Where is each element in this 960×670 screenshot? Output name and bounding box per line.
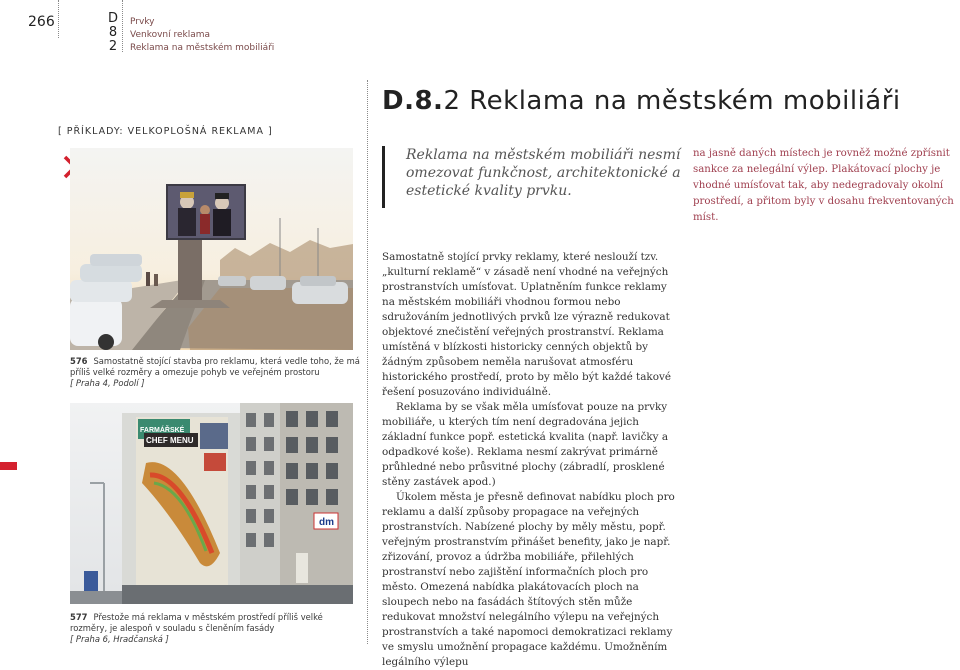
- body-text: [382, 250, 682, 670]
- figure-caption-577: [70, 612, 360, 645]
- photo-facade-hradcanska: [70, 403, 353, 604]
- figure-location: [ Praha 4, Podolí ]: [70, 378, 145, 388]
- intro-paragraph: na jasně daných místech je rovněž možné zpřísnit sankce za nelegální výlep. Plakátovací plochy je vhodné umísťovat tak, aby nedegradovaly okolní prostředí, a přitom byly v dosahu frekventovaných míst.: [693, 148, 954, 223]
- header-divider: [58, 0, 59, 38]
- breadcrumb-item: Reklama na městském mobiliáři: [130, 43, 275, 53]
- figure-number: 576: [70, 356, 88, 366]
- chapter-edge-marker: [0, 462, 17, 470]
- breadcrumb: [130, 16, 274, 55]
- body-paragraph: Samostatně stojící prvky reklamy, které neslouží tzv. „kulturní reklamě“ v zásadě není vhodné na veřejných prostranstvích umísťovat. Uplatněním funkce reklamy na městském mobiliáři vhodnou formou nebo sdružováním jednotlivých prvků lze výrazně redukovat objektové znečistění veřejných prostranství. Reklama umístěná v blízkosti historicky cenných objektů by žádným způsobem neměla narušovat atmosféru historického prostředí, proto by mělo být každé takové řešení posuzováno individuálně.: [382, 251, 671, 398]
- chapter-code-part: D: [107, 11, 118, 26]
- mural-text: FARMÁŘSKÉ: [140, 427, 185, 434]
- body-paragraph: Reklama by se však měla umísťovat pouze na prvky mobiliáře, u kterých tím není degradována jejich základní funkce popř. estetická kvalita (např. lavičky a odpadkové koše). Reklama nesmí zakrývat primárně průhledné nebo průsvitné plochy (zábradlí, prosklené stěny zastávek apod.): [382, 401, 669, 488]
- body-paragraph: Úkolem města je přesně definovat nabídku ploch pro reklamu a další způsoby propagace na veřejných prostranstvích. Nabízené plochy by měly městu, popř. veřejným prostranstvím přinášet benefity, jako je např. zřizování, provoz a údržba mobiliáře, přilehlých prostranství nebo zajištění informačních ploch pro město. Omezená nabídka plakátovacích ploch na sloupech nebo na fasádách štítových stěn může redukovat množství nelegálního výlepu na veřejných prostranstvích a také napomoci demokratizaci reklamy ve smyslu umožnění propagace každému. Umožněním legálního výlepu: [382, 491, 675, 668]
- figure-caption-text: Samostatně stojící stavba pro reklamu, která vedle toho, že má příliš velké rozměry a omezuje pohyb ve veřejném prostoru: [70, 356, 360, 377]
- lead-quote-bar: [382, 146, 385, 208]
- chapter-code: [105, 12, 121, 54]
- section-title: [382, 86, 901, 116]
- figure-number: 577: [70, 612, 88, 622]
- examples-label: [ PŘÍKLADY: VELKOPLOŠNÁ REKLAMA ]: [58, 126, 273, 137]
- chapter-code-part: 2: [108, 39, 118, 54]
- breadcrumb-item: Venkovní reklama: [130, 30, 211, 40]
- page-number: 266: [28, 14, 55, 30]
- lead-quote: Reklama na městském mobiliáři nesmí omezovat funkčnost, architektonické a estetické kvality prvku.: [406, 147, 681, 199]
- header-divider: [122, 0, 123, 52]
- section-title-text: Reklama na městském mobiliáři: [469, 86, 901, 116]
- breadcrumb-item: Prvky: [130, 17, 155, 27]
- figure-location: [ Praha 6, Hradčanská ]: [70, 634, 169, 644]
- figure-caption-text: Přestože má reklama v městském prostředí příliš velké rozměry, je alespoň v souladu s členěním fasády: [70, 612, 323, 633]
- photo-billboard-podoli: [70, 148, 353, 350]
- shop-sign-text: dm: [319, 517, 334, 528]
- chapter-code-part: 8: [108, 25, 118, 40]
- section-code: D.8.2: [382, 86, 461, 116]
- column-divider: [367, 80, 368, 644]
- figure-caption-576: [70, 356, 360, 389]
- mural-text: CHEF MENU: [146, 436, 194, 445]
